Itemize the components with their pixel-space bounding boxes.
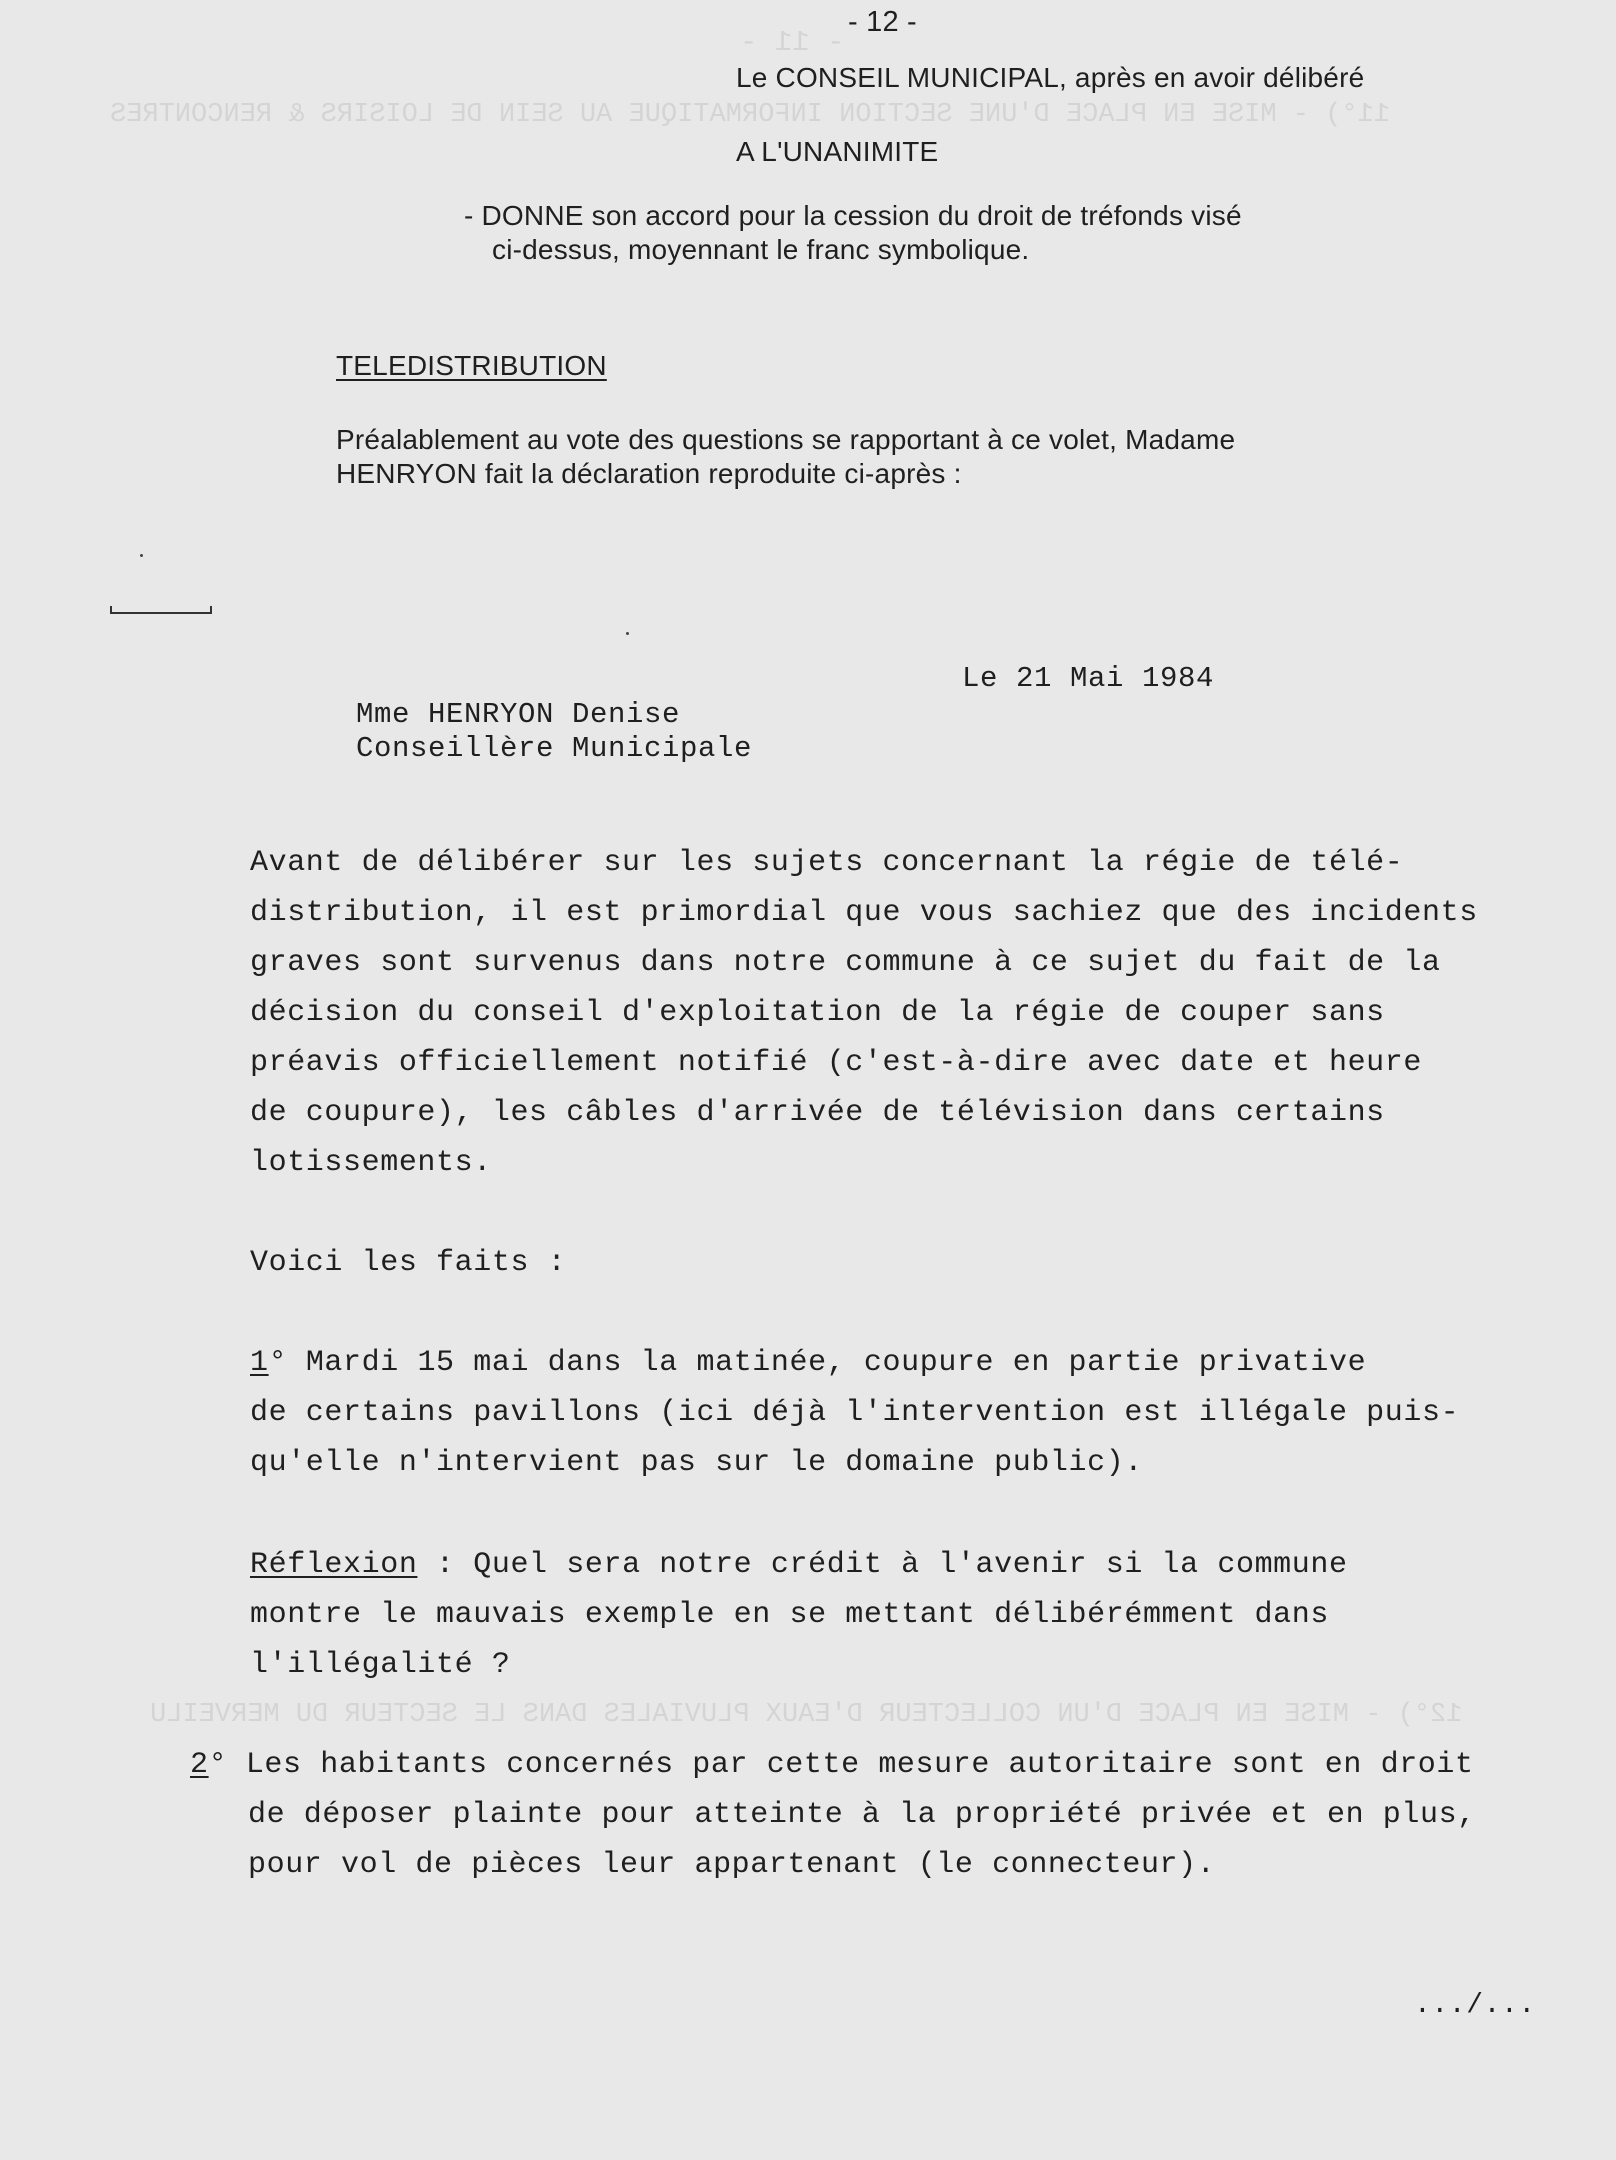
decision-line-1 — [464, 200, 1242, 232]
reflexion-line-2: montre le mauvais exemple en se mettant délibérémment dans — [250, 1598, 1329, 1632]
paragraph-line: Avant de délibérer sur les sujets concernant la régie de télé- — [250, 846, 1404, 880]
fact-2-line-1 — [190, 1748, 1474, 1782]
reflexion-label: Réflexion — [250, 1548, 418, 1582]
bleed-page-number: - 11 - — [740, 26, 845, 59]
bracket-mark — [110, 606, 212, 614]
reflexion-line-3: l'illégalité ? — [250, 1648, 511, 1682]
fact-1-line-2: de certains pavillons (ici déjà l'intervention est illégale puis- — [250, 1396, 1460, 1430]
paragraph-line: distribution, il est primordial que vous sachiez que des incidents — [250, 896, 1478, 930]
section-title: TELEDISTRIBUTION — [336, 350, 607, 381]
reflexion-line-1 — [250, 1548, 1348, 1582]
decision-line-2: ci-dessus, moyennant le franc symbolique. — [492, 234, 1030, 265]
fact-1-text: Mardi 15 mai dans la matinée, coupure en partie privative — [287, 1346, 1367, 1380]
fact-1-degree: ° — [268, 1346, 288, 1380]
letter-date: Le 21 Mai 1984 — [962, 662, 1215, 695]
fact-1-line-1 — [250, 1346, 1366, 1380]
fact-2-number: 2 — [190, 1748, 209, 1782]
fact-1-number: 1 — [250, 1346, 269, 1380]
paragraph-line: de coupure), les câbles d'arrivée de télévision dans certains — [250, 1096, 1385, 1130]
unanimity-line: A L'UNANIMITE — [736, 136, 939, 167]
fact-2-line-2: de déposer plainte pour atteinte à la propriété privée et en plus, — [248, 1798, 1476, 1832]
sender-name: Mme HENRYON Denise — [356, 698, 681, 731]
decision-keyword: DONNE — [481, 200, 584, 231]
intro-line-2: HENRYON fait la déclaration reproduite ci-après : — [336, 458, 962, 489]
intro-line-1: Préalablement au vote des questions se rapportant à ce volet, Madame — [336, 424, 1236, 455]
page-number: - 12 - — [848, 6, 917, 38]
dot-mark — [626, 632, 629, 635]
bleed-heading-b: 12°) - MISE EN PLACE D'UN COLLECTEUR D'EAUX PLUVIALES DANS LE SECTEUR DU MERVEILU — [150, 1700, 1463, 1730]
fact-1-line-3: qu'elle n'intervient pas sur le domaine public). — [250, 1446, 1143, 1480]
fact-2-text: Les habitants concernés par cette mesure autoritaire sont en droit — [227, 1748, 1474, 1782]
fact-2-degree: ° — [208, 1748, 228, 1782]
bleed-heading-a: 11°) - MISE EN PLACE D'UNE SECTION INFORMATIQUE AU SEIN DE LOISIRS & RENCONTRES — [110, 100, 1391, 130]
paragraph-line: préavis officiellement notifié (c'est-à-dire avec date et heure — [250, 1046, 1422, 1080]
council-line: Le CONSEIL MUNICIPAL, après en avoir délibéré — [736, 62, 1365, 93]
dot-mark — [140, 554, 143, 557]
sender-title: Conseillère Municipale — [356, 732, 753, 765]
facts-intro: Voici les faits : — [250, 1246, 567, 1280]
paragraph-line: graves sont survenus dans notre commune à ce sujet du fait de la — [250, 946, 1441, 980]
paragraph-line: décision du conseil d'exploitation de la régie de couper sans — [250, 996, 1385, 1030]
decision-dash: - — [464, 200, 474, 231]
continuation-mark: .../... — [1414, 1990, 1536, 2021]
decision-line-1-text: son accord pour la cession du droit de tréfonds visé — [583, 200, 1242, 231]
paragraph-line: lotissements. — [250, 1146, 492, 1180]
fact-2-line-3: pour vol de pièces leur appartenant (le connecteur). — [248, 1848, 1216, 1882]
reflexion-text: : Quel sera notre crédit à l'avenir si la commune — [417, 1548, 1348, 1582]
